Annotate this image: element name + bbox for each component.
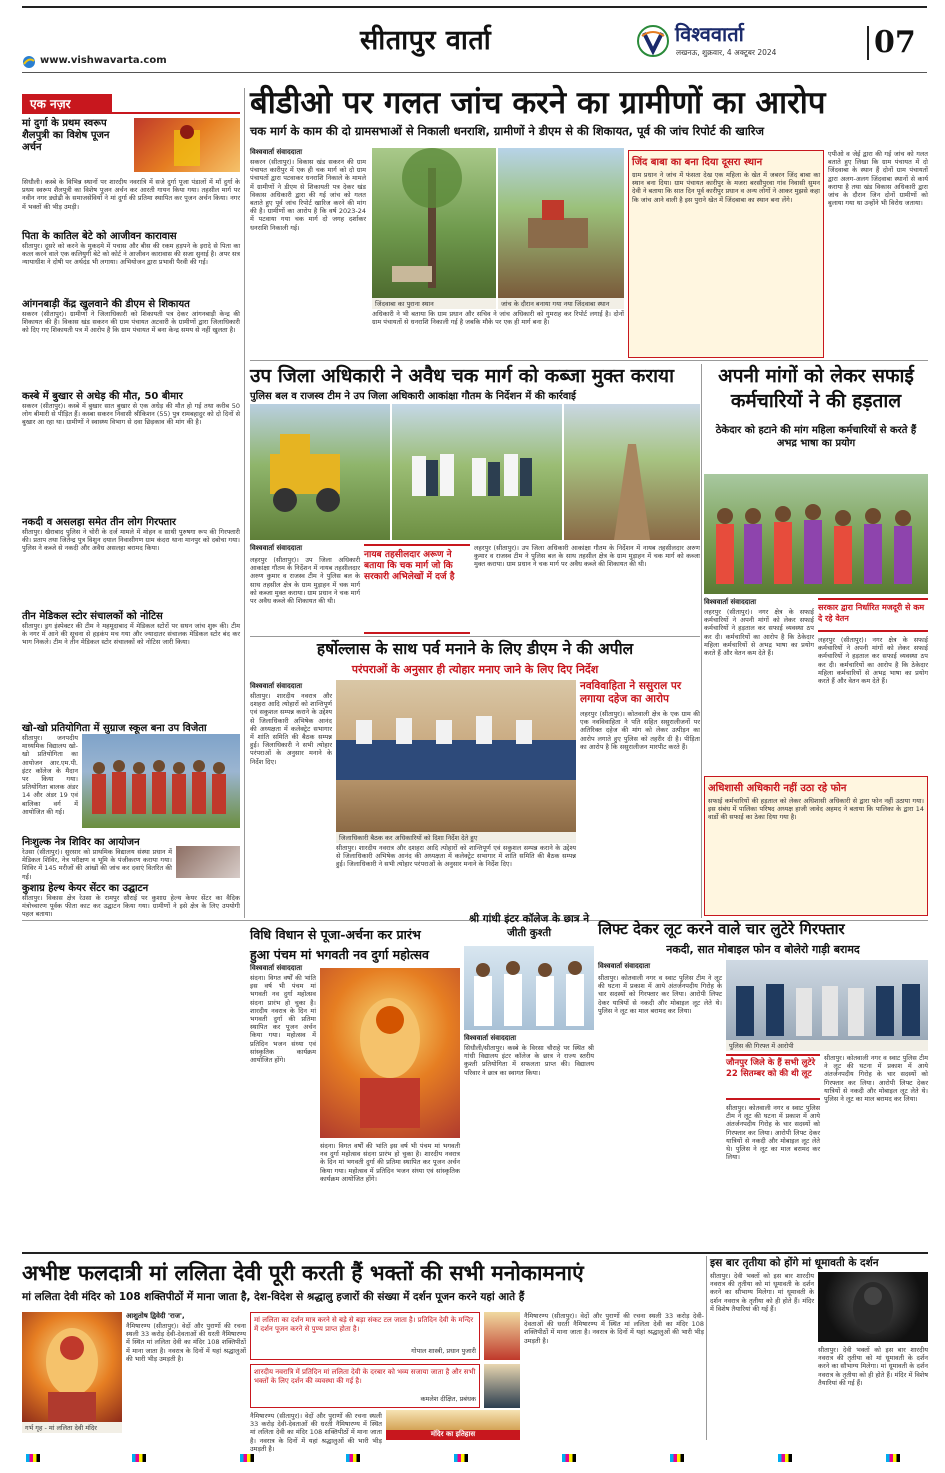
old-jindbaba-caption: जिंदवाबा का पुराना स्थान: [372, 298, 496, 309]
registration-mark: [562, 1454, 576, 1462]
chak-story-body: लहरपुर (सीतापुर)। उप जिला अधिकारी आकांक्षा गौतम के निर्देशन में नायब तहसीलदार अरुण कुमार व राजस्व टीम ने पुलिस बल के साथ तहसील क्षेत्र के ग्राम मुड़ाहन में चक मार्ग को कब्जा मुक्त कराया। ग्राम प्रधान ने चक मार्ग पर अवैध कब्जे की शिकायत की थी।: [250, 556, 360, 606]
dm-meeting-caption: जिलाधिकारी बैठक कर अधिकारियों को दिशा निर्देश देते हुए: [336, 832, 576, 843]
registration-mark: [132, 1454, 146, 1462]
left-item-1: [22, 118, 240, 222]
officials-field-photo: [392, 404, 562, 540]
top-story-bottom-rule: [250, 360, 928, 361]
left-item-3: [22, 296, 240, 386]
bulldozer-photo: [250, 404, 390, 540]
bottom-body: नैमिषारण्य (सीतापुर)। वेदों और पुराणों की रचना स्थली 33 करोड़ देवी-देवताओं की धरती नैमिषारण्य में स्थित मां ललिता देवी का मंदिर 108 शक्तिपीठों में माना जाता है। नवरात्र के दिनों में यहां श्रद्धालुओं की भारी भीड़ उमड़ती है।: [126, 1322, 246, 1363]
lalita-devi-caption: गर्भ गृह - मां ललिता देवी मंदिर: [22, 1422, 122, 1433]
bottom-top-rule: [22, 1252, 928, 1254]
registration-mark: [240, 1454, 254, 1462]
robbery-body-right: सीतापुर। कोतवाली नगर व स्वाट पुलिस टीम ने लूट की घटना में प्रकाश में आये अंतर्जनपदीय गिरोह के चार सदस्यों को गिरफ्तार कर लिया। आरोपी लिफ्ट देकर यात्रियों से नकदी और मोबाइल लूट लेते थे। पुलिस ने लूट का माल बरामद कर लिया।: [824, 1054, 928, 1104]
festival-subhead: परंपराओं के अनुसार ही त्योहार मनाए जाने के लिए दिए निर्देश: [351, 663, 599, 676]
puja-headline-line1: विधि विधान से पूजा-अर्चना कर प्रारंभ: [250, 927, 421, 942]
dhumavati-headline: इस बार तृतीया को होंगे मां धूमावती के दर्शन: [710, 1257, 879, 1269]
strike-story: [704, 364, 928, 918]
page-number: 07: [874, 25, 916, 60]
registration-mark: [454, 1454, 468, 1462]
strike-story-subhead: ठेकेदार को हटाने की मांग महिला कर्मचारियों से करते हैं अभद्र भाषा का प्रयोग: [715, 425, 917, 449]
bottom-subhead: मां ललिता देवी मंदिर को 108 शक्तिपीठों में माना जाता है, देश-विदेश से श्रद्धालु हजारों की संख्या में दर्शन पूजन करने यहां आते हैं: [22, 1291, 525, 1303]
puja-byline: विश्ववार्ता संवाददाता: [250, 964, 303, 972]
left-item-headline: पिता के कातिल बेटे को आजीवन कारावास: [22, 231, 177, 242]
top-story-right-body: एपीओ व जेई द्वारा की गई जांच को गलत बताते हुए लिखा कि ग्राम पंचायत में दो जिंदवाबा के स्थान हैं दोनों ग्राम पंचायतों द्वारा अलग-अलग जिंदवाबा स्थानों से कार्य कराया है तथा खंड विकास अधिकारी द्वारा जांच के दौरान जिन दोनों ग्रामीणों को बुलाया गया था उन्होंने भी विरोध जताया।: [828, 150, 928, 208]
eo-box: [704, 776, 928, 916]
left-item-4: [22, 388, 240, 512]
robbery-headline: लिफ्ट देकर लूट करने वाले चार लुटेरे गिरफ्तार: [598, 920, 845, 938]
kho-kho-team-photo: [82, 734, 240, 828]
durga-idol-photo: [320, 968, 460, 1138]
temple-history-label: मंदिर का इतिहास: [386, 1430, 520, 1440]
brand-name: विश्ववार्ता: [675, 22, 744, 46]
strike-story-headline: अपनी मांगों को लेकर सफाई कर्मचारियों ने की हड़ताल: [718, 365, 914, 412]
section-title: सीतापुर वार्ता: [360, 25, 492, 56]
puja-headline-line2: हुआ पंचम मां भगवती नव दुर्गा महोत्सव: [250, 947, 430, 962]
chak-path-photo: [564, 404, 700, 540]
bottom-quote-2-author: कमलेश दीक्षित, प्रबंधक: [420, 1395, 476, 1403]
strike-story-body-continued: लहरपुर (सीतापुर)। नगर क्षेत्र के सफाई कर्मचारियों ने अपनी मांगों को लेकर सफाई कर्मचारियों ने हड़ताल कर सफाई व्यवस्था ठप कर दी। कर्मचारियों का आरोप है कि ठेकेदार महिला कर्मचारियों से अभद्र भाषा का प्रयोग करते हैं और वेतन कम देते हैं।: [818, 636, 928, 686]
left-item-body: सीतापुर। जनपदीय माध्यमिक विद्यालय खो-खो प्रतियोगिता का आयोजन आर.एम.पी. इंटर कॉलेज के मैदान पर किया गया। प्रतियोगिता बालक अंडर 14 और अंडर 19 एवं बालिका वर्ग में आयोजित की गई।: [22, 734, 78, 816]
wrestling-headline: श्री गांधी इंटर कॉलेज के छात्र ने जीती कुश्ती: [468, 913, 590, 939]
robbery-subhead: नकदी, सात मोबाइल फोन व बोलेरो गाड़ी बरामद: [666, 943, 860, 956]
wrestling-body: सिधौली/सीतापुर। कस्बे के विरसा चौराहे पर स्थित श्री गांधी विद्यालय इंटर कॉलेज के छात्र ने राज्य स्तरीय कुश्ती प्रतियोगिता में सफलता प्राप्त की। विद्यालय परिवार ने छात्र का स्वागत किया।: [464, 1044, 594, 1077]
left-item-headline: तीन मेडिकल स्टोर संचालकों को नोटिस: [22, 611, 163, 622]
dhumavati-story: [710, 1256, 928, 1440]
arrested-accused-caption: पुलिस की गिरफ्त में आरोपी: [726, 1040, 928, 1051]
dowry-story: [580, 680, 700, 904]
wrestling-story: [464, 912, 594, 1250]
strike-story-byline: विश्ववार्ता संवाददाता: [704, 598, 757, 606]
strike-story-body: लहरपुर (सीतापुर)। नगर क्षेत्र के सफाई कर्मचारियों ने अपनी मांगों को लेकर सफाई कर्मचारियों ने हड़ताल कर सफाई व्यवस्था ठप कर दी। कर्मचारियों का आरोप है कि ठेकेदार महिला कर्मचारियों से अभद्र भाषा का प्रयोग करते हैं और वेतन कम देते हैं।: [704, 608, 814, 658]
jindbaba-box-headline: जिंद बाबा का बना दिया दूसरा स्थान: [632, 157, 763, 168]
registration-mark: [886, 1454, 900, 1462]
bottom-quote-2: [250, 1364, 480, 1408]
puja-body-continued: संदना। विगत वर्षों की भांति इस वर्ष भी पंचम मां भगवती नव दुर्गा महोत्सव संदना प्रारंभ हो चुका है। शारदीय नवरात्र के दिन मां भगवती दुर्गा की प्रतिमा स्थापित कर पूजन अर्चन किया गया। महोत्सव में प्रतिदिन भजन संध्या एवं सांस्कृतिक कार्यक्रम आयोजित होंगे।: [320, 1142, 460, 1183]
left-item-headline: कुशाग्र हेल्थ केयर सेंटर का उद्घाटन: [22, 883, 149, 894]
left-item-body: रेउसा (सीतापुर)। सुरसार को प्राथमिक विद्यालय संस्था प्रधान में मेडिकल शिविर, नेत्र परीक्षण व भूमि के पंजीकरण कराया गया। शिविर में 145 मरीजों की आंखों की जांच कर दवाएं वितरित की गईं।: [22, 848, 172, 881]
left-item-headline: मां दुर्गा के प्रथम स्वरूप शैलपुत्री का विशेष पूजन अर्चन: [22, 118, 110, 153]
dhumavati-body: सीतापुर। देवी भक्तों को इस बार शारदीय नवरात्र की तृतीया को मां धूमावती के दर्शन करने का सौभाग्य मिलेगा। मां धूमावती के दर्शन नवरात्र के तृतीया को ही होते हैं। मंदिर में विशेष तैयारियां की गई हैं।: [710, 1272, 814, 1313]
left-item-headline: नकदी व असलहा समेत तीन लोग गिरफ्तार: [22, 517, 177, 528]
strike-quote-text: सरकार द्वारा निर्धारित मजदूरी से कम दे रहे वेतन: [818, 603, 925, 623]
temple-history-box: [386, 1410, 520, 1440]
chak-story-body-continued: लहरपुर (सीतापुर)। उप जिला अधिकारी आकांक्षा गौतम के निर्देशन में नायब तहसीलदार अरुण कुमार व राजस्व टीम ने पुलिस बल के साथ तहसील क्षेत्र के ग्राम मुड़ाहन में चक मार्ग को कब्जा मुक्त कराया। ग्राम प्रधान ने चक मार्ग पर अवैध कब्जे की शिकायत की थी।: [474, 544, 700, 569]
left-item-body: सीतापुर। दूसरे को करने के मुकदमे में पचास और बीस की रकम हड़पने के इरादे से पिता का कत्ल करने वाले एक कलियुगी बेटे को कोर्ट ने आजीवन कारावास की सजा सुनाई है। अपर सत्र न्यायाधीश ने दोषी पर अर्थदंड भी लगाया। अभियोजन द्वारा प्रभावी पैरवी की गई।: [22, 242, 240, 267]
jindbaba-box-body: ग्राम प्रधान ने जांच में फंसता देख एक महिला के खेत में जबरन जिंद बाबा का स्थान बना दिया। ग्राम पंचायत कारीपुर के मजरा बरसौपुरवा गांव निवासी सुमन देवी ने बताया कि सात दिन पूर्व कारीपुर प्रधान व अन्य लोगों ने आकर मुझसे कहा कि जांच आने वाली है इस पुराने खेत में जिंदबाबा का स्थान बना लेंगे।: [632, 171, 820, 204]
top-story-continued: अधिकारी ने भी बताया कि ग्राम प्रधान और सचिव ने जांच अधिकारी को गुमराह कर रिपोर्ट लगाई है। दोनों ग्राम पंचायतों से धनराशि निकाली गई है जबकि मौके पर एक ही मार्ग बना है।: [372, 310, 624, 327]
old-jindbaba-photo: [372, 148, 496, 298]
eye-camp-photo: [176, 846, 240, 878]
festival-byline: विश्ववार्ता संवाददाता: [250, 682, 303, 690]
jindbaba-box: [628, 150, 824, 358]
festival-top-rule: [250, 636, 700, 637]
top-story-body: सकरन (सीतापुर)। विकास खंड सकरन की ग्राम पंचायत कारीपुर में एक ही चक मार्ग को दो ग्राम पंचायतों द्वारा पटवाकर धनराशि निकाले के मामले में ग्रामीणों ने डीएम से शिकायती पत्र देकर खंड विकास अधिकारी द्वारा की गई जांच को गलत बताते हुए पूर्व जांच रिपोर्ट खारिज करने की मांग की है। ग्रामीणों का आरोप है कि वर्ष 2023-24 में पटवाया गया चक मार्ग दो जगह दर्शाकर धनराशि निकाली गई।: [250, 158, 366, 232]
left-column-divider: [244, 88, 245, 918]
bottom-body-3: नैमिषारण्य (सीतापुर)। वेदों और पुराणों की रचना स्थली 33 करोड़ देवी-देवताओं की धरती नैमिषारण्य में स्थित मां ललिता देवी का मंदिर 108 शक्तिपीठों में माना जाता है। नवरात्र के दिनों में यहां श्रद्धालुओं की भारी भीड़ उमड़ती है।: [524, 1312, 704, 1345]
strike-workers-photo: [704, 474, 928, 594]
bottom-quote-1-text: मां ललिता का दर्शन मात्र करने से बड़े से बड़ा संकट टल जाता है। प्रतिदिन देवी के मन्दिर में दर्शन पूजन करने से पुण्य प्राप्त होता है।: [254, 1316, 474, 1333]
new-jindbaba-caption: जांच के दौरान बनाया गया नया जिंदवाबा स्थान: [498, 298, 624, 309]
robbery-body-middle: सीतापुर। कोतवाली नगर व स्वाट पुलिस टीम ने लूट की घटना में प्रकाश में आये अंतर्जनपदीय गिरोह के चार सदस्यों को गिरफ्तार कर लिया। आरोपी लिफ्ट देकर यात्रियों से नकदी और मोबाइल लूट लेते थे। पुलिस ने लूट का माल बरामद कर लिया।: [726, 1104, 820, 1162]
durga-puja-photo: [134, 118, 240, 172]
festival-body: सीतापुर। शारदीय नवरात्र और दशहरा आदि त्योहारों को शान्तिपूर्ण एवं सकुशल सम्पन्न कराने के उद्देश्य से जिलाधिकारी अभिषेक आनंद की अध्यक्षता में कलेक्ट्रेट सभागार में शांति समिति की बैठक सम्पन्न हुई। जिलाधिकारी ने सभी त्योहार परंपराओं के अनुसार मनाने के निर्देश दिए।: [250, 692, 332, 766]
left-item-body: सीतापुर। ड्रग इंस्पेक्टर की टीम ने महमूदाबाद में मेडिकल स्टोरों पर सघन जांच शुरू की। टीम के नगर में आने की सूचना से हड़कंप मच गया और ज्यादातर संचालक मेडिकल स्टोर बंद कर भाग निकले। टीम ने तीन मेडिकल स्टोर संचालकों को नोटिस जारी किया।: [22, 622, 240, 647]
chak-story-byline: विश्ववार्ता संवाददाता: [250, 544, 303, 552]
puja-body: संदना। विगत वर्षों की भांति इस वर्ष भी पंचम मां भगवती नव दुर्गा महोत्सव संदना प्रारंभ हो चुका है। शारदीय नवरात्र के दिन मां भगवती दुर्गा की प्रतिमा स्थापित कर पूजन अर्चन किया गया। महोत्सव में प्रतिदिन भजन संध्या एवं सांस्कृतिक कार्यक्रम आयोजित होंगे।: [250, 974, 316, 1065]
registration-mark: [670, 1454, 684, 1462]
brand-logo-icon: [636, 24, 670, 58]
bottom-quote-1: [250, 1312, 480, 1360]
bottom-quote-1-author: गोपाल शास्त्री, प्रधान पुजारी: [411, 1347, 476, 1355]
top-story-byline: विश्ववार्ता संवाददाता: [250, 148, 303, 156]
left-item-body: सीतापुर। खैराबाद पुलिस ने चोरी के दर्ज मामले में मोहन व साथी पुरुषगा रूप की गिरफ्तारी की। प्रताप तथा जितेन्द्र पुत्र विशुन दयाल निवासीगण ग्राम कंदरा थाना मानपुर को दबोचा गया। पुलिस ने कब्जे से नकदी और अवैध असलहा बरामद किया।: [22, 528, 240, 553]
page-number-divider: [867, 26, 869, 60]
left-item-headline: कस्बे में बुखार से अधेड़ की मौत, 50 बीमार: [22, 391, 183, 402]
registration-mark: [346, 1454, 360, 1462]
robbery-byline: विश्ववार्ता संवाददाता: [598, 962, 651, 970]
left-item-body: सीतापुर। विकास क्षेत्र रेउसा के रामपुर सौराई पर कुशाग्र हेल्थ केयर सेंटर का वैदिक मंत्रोच्चारण पूर्वक फीता काट कर उद्घाटन किया गया। ग्रामीणों ने इसे क्षेत्र के लिए उपयोगी पहल बताया।: [22, 894, 240, 919]
robbery-quote-text: जौनपुर जिले के हैं सभी लुटेरे 22 सितम्बर को की थी लूट: [726, 1058, 816, 1079]
left-item-2: [22, 228, 240, 294]
left-item-6: [22, 608, 240, 718]
left-item-body: सकरन (सीतापुर)। ग्रामीणों ने जिलाधिकारी को शिकायती पत्र देकर आंगनबाड़ी केन्द्र की शिकायत की है। विकास खंड सकरन की ग्राम पंचायत अटवारी के ग्रामीणों द्वारा जिलाधिकारी को दिए गए शिकायती पत्र में आरोप है कि ग्राम पंचायत में बना केन्द्र समय से नहीं खुलता है।: [22, 310, 240, 335]
dhumavati-body-continued: सीतापुर। देवी भक्तों को इस बार शारदीय नवरात्र की तृतीया को मां धूमावती के दर्शन करने का सौभाग्य मिलेगा। मां धूमावती के दर्शन नवरात्र के तृतीया को ही होते हैं। मंदिर में विशेष तैयारियां की गई हैं।: [818, 1346, 928, 1387]
top-story-headline: बीडीओ पर गलत जांच करने का ग्रामीणों का आरोप: [250, 85, 826, 121]
new-jindbaba-photo: [498, 148, 624, 298]
website-url[interactable]: www.vishwavarta.com: [40, 55, 167, 66]
bottom-headline: अभीष्ट फलदात्री मां ललिता देवी पूरी करती हैं भक्तों की सभी मनोकामनाएं: [22, 1260, 584, 1285]
left-item-7: [22, 720, 240, 832]
ek-nazar-header: एक नज़र: [22, 94, 112, 112]
left-item-headline: खो-खो प्रतियोगिता में सुग्राज स्कूल बना उप विजेता: [22, 723, 207, 734]
festival-body-continued: सीतापुर। शारदीय नवरात्र और दशहरा आदि त्योहारों को शान्तिपूर्ण एवं सकुशल सम्पन्न कराने के उद्देश्य से जिलाधिकारी अभिषेक आनंद की अध्यक्षता में कलेक्ट्रेट सभागार में शांति समिति की बैठक सम्पन्न हुई। जिलाधिकारी ने सभी त्योहार परंपराओं के अनुसार मनाने के निर्देश दिए।: [336, 844, 576, 869]
lalita-devi-photo: [22, 1312, 122, 1422]
bottom-body-2: नैमिषारण्य (सीतापुर)। वेदों और पुराणों की रचना स्थली 33 करोड़ देवी-देवताओं की धरती नैमिषारण्य में स्थित मां ललिता देवी का मंदिर 108 शक्तिपीठों में माना जाता है। नवरात्र के दिनों में यहां श्रद्धालुओं की भारी भीड़ उमड़ती है।: [250, 1412, 382, 1453]
left-item-8: [22, 834, 240, 881]
left-column: [22, 88, 240, 918]
eo-box-body: सफाई कर्मचारियों की हड़ताल को लेकर अधिशासी अधिकारी से द्वारा फोन नहीं उठाया गया। इस संबंध में पालिका परिषद अध्यक्ष हाजी जावेद अहमद ने बताया कि पालिका के द्वारा 14 वार्डो की सफाई का ठेका दिया गया है।: [708, 797, 924, 822]
manager-portrait: [484, 1364, 520, 1408]
dateline: लखनऊ, शुक्रवार, 4 अक्टूबर 2024: [676, 48, 777, 57]
top-story-subhead: चक मार्ग के काम की दो ग्रामसभाओं से निकाली धनराशि, ग्रामीणों ने डीएम से की शिकायत, पूर्व की जांच रिपोर्ट की खारिज: [250, 124, 765, 138]
robbery-quote: [726, 1054, 820, 1100]
puja-story: [250, 906, 460, 1250]
dowry-headline: नवविवाहिता ने ससुराल पर लगाया दहेज का आरोप: [580, 680, 682, 705]
chak-story-subhead: पुलिस बल व राजस्व टीम ने उप जिला अधिकारी आकांक्षा गौतम के निर्देशन में की कार्रवाई: [250, 391, 576, 402]
footer-registration-strip: [0, 1446, 945, 1473]
left-item-body: सिधौली। कस्बे के विभिन्न स्थानों पर शारदीय नवरात्रि में सजे दुर्गा पूजा पंडालों में माँ दुर्गा के प्रथम स्वरूप शैलपुत्री का विशेष पूजन अर्चन कर आरती गायन किया गया। तहसील मार्ग पर नवीन नगर ड्योढी के समाजसेवियों ने मां दुर्गा की प्रतिमा स्थापित कर पूजन अर्चन किया। नगर में भक्तों की भीड़ उमड़ी।: [22, 178, 240, 211]
strike-story-quote: [818, 598, 928, 632]
chak-quote-text: नायब तहसीलदार अरूण ने बताया कि चक मार्ग जो कि सरकारी अभिलेखों में दर्ज है: [364, 550, 455, 582]
website-icon: [22, 54, 36, 68]
bottom-quote-2-text: शारदीय नवरात्रि में प्रतिदिन मां ललिता देवी के दरबार को भव्य सजाया जाता है और सभी भक्तों के लिए दर्शन की व्यवस्था की गई है।: [254, 1368, 476, 1385]
temple-photo: [386, 1410, 520, 1430]
masthead-top-rule: [22, 6, 927, 8]
chak-story-quote: [364, 544, 470, 634]
bottom-byline: आशुतोष द्विवेदी 'राज',: [126, 1312, 185, 1320]
eo-box-headline: अधिशासी अधिकारी नहीं उठा रहे फोन: [708, 783, 847, 794]
strike-column-divider: [701, 364, 702, 918]
chak-story-headline: उप जिला अधिकारी ने अवैध चक मार्ग को कब्जा मुक्त कराया: [250, 365, 674, 387]
ek-nazar-rule: [22, 112, 240, 114]
festival-headline: हर्षोल्लास के साथ पर्व मनाने के लिए डीएम ने की अपील: [316, 639, 634, 658]
left-item-headline: आंगनबाड़ी केंद्र खुलवाने की डीएम से शिकायत: [22, 299, 190, 310]
dhumavati-idol-photo: [818, 1272, 928, 1342]
left-item-headline: निःशुल्क नेत्र शिविर का आयोजन: [22, 837, 140, 848]
registration-mark: [26, 1454, 40, 1462]
left-item-body: सकरन (सीतापुर)। कस्बे में बुखार सात बुखार से एक अधेड़ की मौत हो गई तथा करीब 50 लोग बीमारी से पीड़ित हैं। कस्बा सकरन निवासी श्रीकिशन (55) पुत्र रामबहादुर को दो दिनों से बुखार आ रहा था। ग्रामीणों ने स्वास्थ्य विभाग से दवा छिड़काव की मांग की है।: [22, 402, 240, 427]
dowry-body: लहरपुर (सीतापुर)। कोतवाली क्षेत्र के एक ग्राम की एक नवविवाहिता ने पति सहित ससुरालीजनों पर अतिरिक्त दहेज की मांग को लेकर उत्पीड़न का आरोप लगाते हुए पुलिस को तहरीर दी है। पीड़िता का आरोप है कि ससुरालीजन मारपीट करते हैं।: [580, 710, 700, 751]
masthead: [0, 0, 945, 80]
dm-meeting-photo: [336, 680, 576, 832]
dhumavati-divider: [706, 1256, 707, 1440]
wrestling-photo: [464, 946, 594, 1030]
masthead-bottom-rule: [22, 72, 927, 73]
robbery-body: सीतापुर। कोतवाली नगर व स्वाट पुलिस टीम ने लूट की घटना में प्रकाश में आये अंतर्जनपदीय गिरोह के चार सदस्यों को गिरफ्तार कर लिया। आरोपी लिफ्ट देकर यात्रियों से नकदी और मोबाइल लूट लेते थे। पुलिस ने लूट का माल बरामद कर लिया।: [598, 974, 722, 1015]
registration-mark: [778, 1454, 792, 1462]
left-item-9: [22, 880, 240, 918]
priest-portrait: [484, 1312, 520, 1360]
wrestling-byline: विश्ववार्ता संवाददाता: [464, 1034, 517, 1042]
arrested-accused-photo: [726, 960, 928, 1040]
left-item-5: [22, 514, 240, 606]
